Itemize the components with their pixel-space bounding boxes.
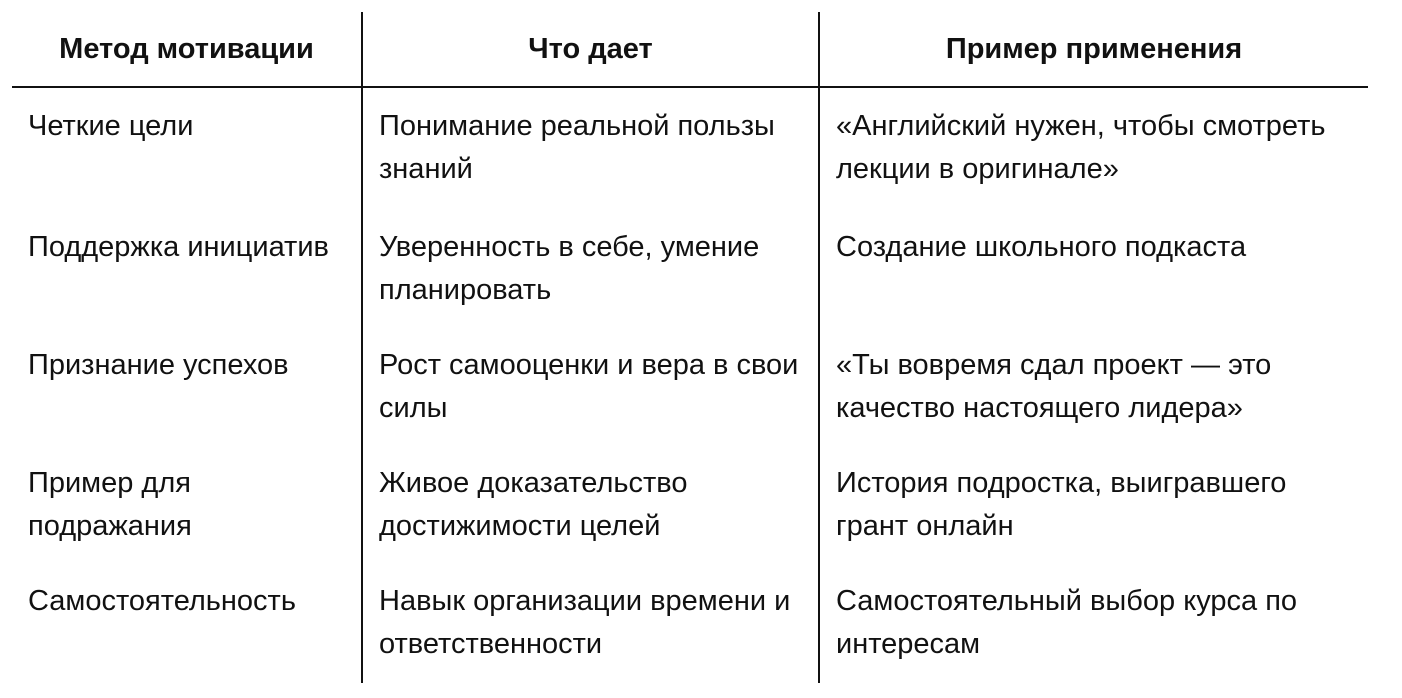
motivation-table: [12, 12, 1368, 683]
cell-method: Пример для подражания: [28, 467, 192, 542]
cell-method: Четкие цели: [28, 110, 194, 142]
table-row: [12, 559, 1368, 683]
column-header-example: Пример применения: [819, 12, 1368, 87]
cell-method: Признание успехов: [28, 349, 289, 381]
cell-method: Самостоятельность: [28, 585, 296, 617]
table-row: [12, 441, 1368, 559]
cell-benefit: Понимание реальной пользы знаний: [362, 87, 819, 205]
table-row: [12, 205, 1368, 323]
cell-example: Самостоятельный выбор курса по интересам: [819, 559, 1368, 683]
table-header-row: [12, 12, 1368, 87]
table-row: [12, 87, 1368, 205]
cell-example: Создание школьного подкаста: [819, 205, 1368, 323]
cell-method: Поддержка инициатив: [28, 231, 329, 263]
cell-benefit: Рост самооценки и вера в свои силы: [362, 323, 819, 441]
cell-example: «Английский нужен, чтобы смотреть лекции в оригинале»: [819, 87, 1368, 205]
cell-example: «Ты вовремя сдал проект — это качество настоящего лидера»: [819, 323, 1368, 441]
motivation-table-container: [12, 12, 1368, 684]
cell-benefit: Уверенность в себе, умение планировать: [362, 205, 819, 323]
cell-benefit: Живое доказательство достижимости целей: [362, 441, 819, 559]
cell-example: История подростка, выигравшего грант онлайн: [819, 441, 1368, 559]
cell-benefit: Навык организации времени и ответственности: [362, 559, 819, 683]
column-header-method: Метод мотивации: [12, 12, 362, 87]
table-row: [12, 323, 1368, 441]
column-header-benefit: Что дает: [362, 12, 819, 87]
